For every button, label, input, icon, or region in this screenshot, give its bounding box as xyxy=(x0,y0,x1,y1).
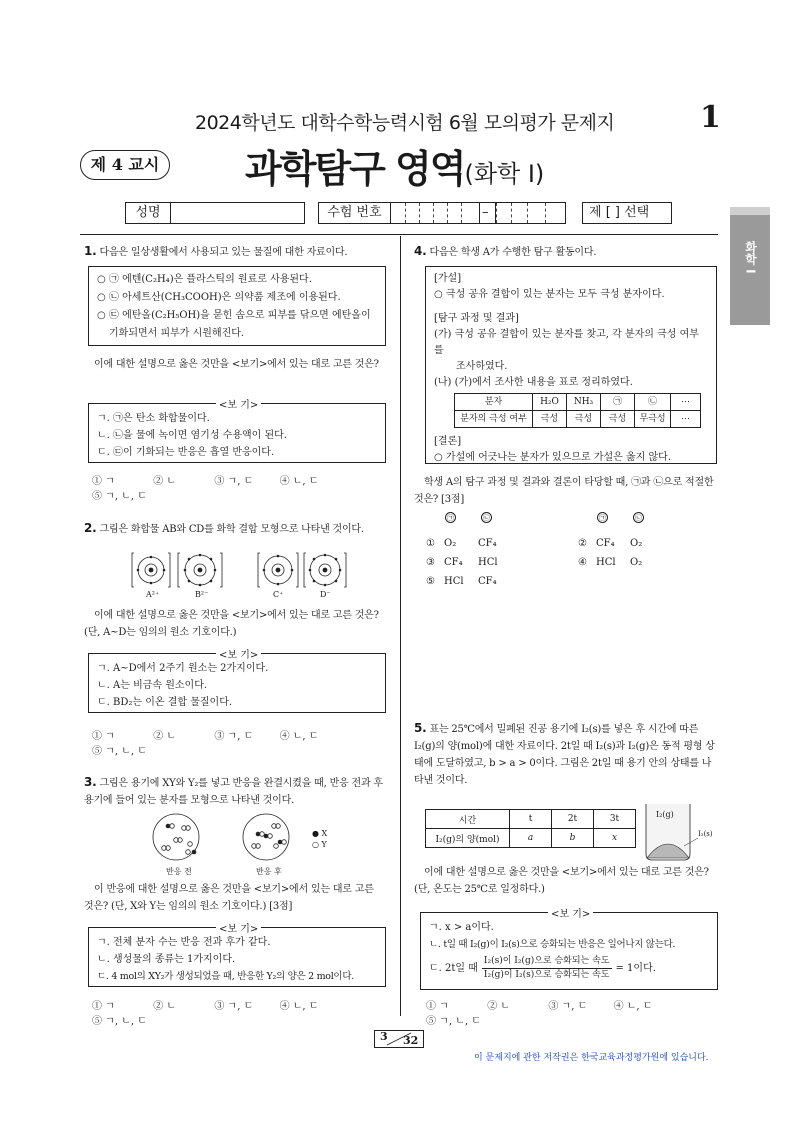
q5-bogi-item xyxy=(429,955,709,982)
opt-a: HCl xyxy=(596,557,616,568)
table-cell: ㉡ xyxy=(635,394,671,411)
q5-option[interactable]: ④ ㄴ, ㄷ xyxy=(613,1001,653,1012)
table-cell: 2t xyxy=(552,810,594,829)
page-current: 3 xyxy=(380,1030,388,1043)
q1-option[interactable]: ③ ㄱ, ㄷ xyxy=(214,476,254,487)
q4-proc-a2: 조사하였다. xyxy=(456,361,508,372)
q1-bogi-item: ㄴ. ㉡을 물에 녹이면 염기성 수용액이 된다. xyxy=(97,430,287,441)
q4-table xyxy=(454,393,701,428)
opt-a: HCl xyxy=(444,576,464,587)
q1-info-box xyxy=(88,266,386,346)
q5-question: 이에 대한 설명으로 옳은 것만을 <보기>에서 있는 대로 고른 것은? (단, 온도는 25℃로 일정하다.) xyxy=(414,867,709,895)
table-row xyxy=(426,810,636,829)
exam-digit-cell xyxy=(433,203,434,223)
q3-legend xyxy=(312,828,327,850)
exam-digit-cell xyxy=(495,203,497,223)
table-cell: ㉠ xyxy=(601,394,635,411)
opt-num: ④ xyxy=(578,557,587,568)
table-cell: 분자의 극성 여부 xyxy=(455,411,533,428)
exam-digit-cell xyxy=(405,203,406,223)
q3-legend-x: ● X xyxy=(312,829,328,838)
subject-sub: (화학 I) xyxy=(464,160,545,188)
subject-title xyxy=(245,138,544,193)
opt-b: CF₄ xyxy=(478,576,497,587)
table-cell: 극성 xyxy=(601,411,635,428)
q5-fraction xyxy=(482,955,612,982)
q1-item: ○ ㉡ 아세트산(CH₃COOH)은 의약품 제조에 이용된다. xyxy=(97,292,341,303)
q2-options xyxy=(92,727,392,757)
opt-a: CF₄ xyxy=(596,538,615,549)
name-label: 성명 xyxy=(126,203,171,223)
q5-bogi-box xyxy=(420,912,718,990)
q1-bogi-item: ㄱ. ㉠은 탄소 화합물이다. xyxy=(97,413,210,424)
q5-option[interactable]: ⑤ ㄱ, ㄴ, ㄷ xyxy=(426,1016,481,1027)
q5-bogi-item: ㄱ. x > a이다. xyxy=(429,922,494,933)
q3-bogi-box xyxy=(88,927,386,987)
q4-options-left xyxy=(426,534,498,591)
q2-label-c: C⁺ xyxy=(273,590,284,599)
q4-stem xyxy=(414,243,719,261)
q5-bogi-c-post: = 1이다. xyxy=(615,963,656,974)
q3-legend-y: ○ Y xyxy=(312,840,327,849)
opt-b: CF₄ xyxy=(478,538,497,549)
q4-stem-text: 다음은 학생 A가 수행한 탐구 활동이다. xyxy=(429,247,597,258)
q1-option[interactable]: ⑤ ㄱ, ㄴ, ㄷ xyxy=(92,491,147,502)
q1-number: 1. xyxy=(84,244,97,258)
q2-bogi-item: ㄷ. BD₂는 이온 결합 물질이다. xyxy=(97,697,233,708)
exam-digit-cell xyxy=(479,203,480,223)
table-cell: a xyxy=(510,829,552,848)
table-cell: H₂O xyxy=(533,394,567,411)
q3-option[interactable]: ④ ㄴ, ㄷ xyxy=(279,1001,319,1012)
q3-bogi-item: ㄷ. 4 mol의 XY₂가 생성되었을 때, 반응한 Y₂의 양은 2 mol이다. xyxy=(97,971,354,982)
table-cell: I₂(g)의 양(mol) xyxy=(426,829,510,848)
q4-col-b: ㉡ xyxy=(482,514,490,522)
q2-option[interactable]: ③ ㄱ, ㄷ xyxy=(214,731,254,742)
q3-option[interactable]: ③ ㄱ, ㄷ xyxy=(214,1001,254,1012)
q2-label-a: A²⁺ xyxy=(146,590,160,599)
opt-b: O₂ xyxy=(630,538,643,549)
exam-digit-cell xyxy=(511,203,512,223)
q5-stem xyxy=(414,720,718,789)
page-total: 32 xyxy=(403,1034,419,1047)
opt-num: ⑤ xyxy=(426,576,435,587)
period-badge: 제 4 교시 xyxy=(80,150,170,180)
q4-options-right xyxy=(578,534,642,572)
q1-stem-text: 다음은 일상생활에서 사용되고 있는 물질에 대한 자료이다. xyxy=(99,247,348,258)
q5-options xyxy=(426,997,726,1027)
table-cell: NH₃ xyxy=(567,394,601,411)
q2-label-d: D⁻ xyxy=(320,590,331,599)
q3-question: 이 반응에 대한 설명으로 옳은 것만을 <보기>에서 있는 대로 고른 것은? (단, X와 Y는 임의의 원소 기호이다.) [3점] xyxy=(84,884,374,912)
table-cell: t xyxy=(510,810,552,829)
exam-digit-cell xyxy=(461,203,462,223)
q4-col-a: ㉠ xyxy=(447,514,454,522)
table-row xyxy=(426,829,636,848)
q1-option[interactable]: ② ㄴ xyxy=(153,476,177,487)
q4-option[interactable] xyxy=(426,572,498,591)
q1-item: ○ ㉢ 에탄올(C₂H₅OH)을 묻힌 솜으로 피부를 닦으면 에탄올이 xyxy=(97,310,371,321)
q1-bogi-title: <보 기> xyxy=(216,396,261,411)
q4-col-head-right xyxy=(597,512,644,523)
q4-question: 학생 A의 탐구 과정 및 결과와 결론이 타당할 때, ㉠과 ㉡으로 적절한 것은? [3점] xyxy=(414,477,714,505)
q2-stem-text: 그림은 화합물 AB와 CD를 화학 결합 모형으로 나타낸 것이다. xyxy=(99,524,364,535)
q4-proc-a: (가) 극성 공유 결합이 있는 분자를 찾고, 각 분자의 극성 여부를 xyxy=(434,329,699,356)
q3-stem-text: 그림은 용기에 XY와 Y₂를 넣고 반응을 완결시켰을 때, 반응 전과 후 용기에 들어 있는 분자를 모형으로 나타낸 것이다. xyxy=(84,778,383,806)
q2-bogi-title: <보 기> xyxy=(216,646,261,661)
q5-option[interactable]: ③ ㄱ, ㄷ xyxy=(548,1001,588,1012)
q4-hyp-heading: [가설] xyxy=(434,273,462,284)
table-cell: 무극성 xyxy=(635,411,671,428)
q2-bogi-item: ㄴ. A는 비금속 원소이다. xyxy=(97,680,208,691)
q2-label-b: B²⁻ xyxy=(195,590,209,599)
q5-bogi-item: ㄴ. t일 때 I₂(g)이 I₂(s)으로 승화되는 반응은 일어나지 않는다. xyxy=(429,939,676,950)
subject-side-tab xyxy=(730,207,770,325)
opt-a: CF₄ xyxy=(444,557,463,568)
exam-number-label: 수험 번호 xyxy=(319,203,391,223)
q1-item: 기화되면서 피부가 시원해진다. xyxy=(109,328,245,339)
q3-option[interactable]: ⑤ ㄱ, ㄴ, ㄷ xyxy=(92,1016,147,1027)
q4-proc-b: (나) (가)에서 조사한 내용을 표로 정리하였다. xyxy=(434,377,633,388)
opt-b: O₂ xyxy=(630,557,643,568)
q2-option[interactable]: ② ㄴ xyxy=(153,731,177,742)
q1-bogi-item: ㄷ. ㉢이 기화되는 반응은 흡열 반응이다. xyxy=(97,447,275,458)
q4-proc-heading: [탐구 과정 및 결과] xyxy=(434,313,519,324)
table-row xyxy=(455,411,701,428)
q2-bogi-box xyxy=(88,653,386,713)
table-cell: 3t xyxy=(594,810,636,829)
table-cell: ⋯ xyxy=(671,394,701,411)
subject-main: 과학탐구 영역 xyxy=(245,147,465,191)
q5-stem-text: 표는 25℃에서 밀폐된 진공 용기에 I₂(s)를 넣은 후 시간에 따른 I₂(g)의 양(mol)에 대한 자료이다. 2t일 때 I₂(s)과 I₂(g)은 동적 평형 상태에 도달하였고, b > a > 0이다. 그림은 2t일 때 용기 안의 상태를 나타낸 것이다. xyxy=(414,724,715,786)
q4-col-a: ㉠ xyxy=(599,514,606,522)
q1-option[interactable]: ④ ㄴ, ㄷ xyxy=(279,476,319,487)
q5-fig-solid-label: I₂(s) xyxy=(698,830,713,838)
q3-option[interactable]: ① ㄱ xyxy=(92,1001,115,1012)
q3-bogi-item: ㄴ. 생성물의 종류는 1가지이다. xyxy=(97,954,236,965)
q5-option[interactable]: ① ㄱ xyxy=(426,1001,449,1012)
q4-option[interactable] xyxy=(578,553,642,572)
q5-table xyxy=(425,809,636,848)
q3-option[interactable]: ② ㄴ xyxy=(153,1001,177,1012)
opt-a: O₂ xyxy=(444,538,457,549)
copyright-notice: 이 문제지에 관한 저작권은 한국교육과정평가원에 있습니다. xyxy=(474,1053,709,1063)
q3-options xyxy=(92,997,392,1027)
q2-number: 2. xyxy=(84,521,97,535)
q4-col-b: ㉡ xyxy=(634,514,642,522)
column-divider xyxy=(400,236,401,1016)
q1-options xyxy=(92,472,392,502)
q4-option[interactable] xyxy=(426,534,498,553)
exam-digit-cell xyxy=(545,203,546,223)
table-cell: x xyxy=(594,829,636,848)
q3-before-label: 반응 전 xyxy=(166,867,192,876)
q2-stem xyxy=(84,520,389,538)
q1-bogi-box xyxy=(88,403,386,463)
q5-bogi-c-pre: ㄷ. 2t일 때 xyxy=(429,963,478,974)
q3-number: 3. xyxy=(84,775,97,789)
q2-option[interactable]: ① ㄱ xyxy=(92,731,115,742)
q4-concl-heading: [결론] xyxy=(434,436,462,447)
opt-num: ① xyxy=(426,538,435,549)
q1-option[interactable]: ① ㄱ xyxy=(92,476,115,487)
q3-bogi-title: <보 기> xyxy=(216,920,261,935)
opt-num: ③ xyxy=(426,557,435,568)
table-cell: 극성 xyxy=(533,411,567,428)
q2-option[interactable]: ⑤ ㄱ, ㄴ, ㄷ xyxy=(92,746,147,757)
page-number: 1 xyxy=(700,100,721,135)
q5-fig-gas-label: I₂(g) xyxy=(656,810,674,819)
q4-col-head-left xyxy=(445,512,492,523)
q2-question: 이에 대한 설명으로 옳은 것만을 <보기>에서 있는 대로 고른 것은? (단, A~D는 임의의 원소 기호이다.) xyxy=(84,610,379,638)
opt-b: HCl xyxy=(478,557,498,568)
exam-digit-cell xyxy=(419,203,420,223)
table-cell: ⋯ xyxy=(671,411,701,428)
q4-option[interactable] xyxy=(426,553,498,572)
q5-bogi-title: <보 기> xyxy=(548,905,593,920)
exam-number-field[interactable] xyxy=(318,202,566,224)
q2-option[interactable]: ④ ㄴ, ㄷ xyxy=(279,731,319,742)
q3-after-label: 반응 후 xyxy=(256,867,282,876)
exam-digit-cell xyxy=(447,203,448,223)
q5-option[interactable]: ② ㄴ xyxy=(487,1001,511,1012)
q1-question: 이에 대한 설명으로 옳은 것만을 <보기>에서 있는 대로 고른 것은? xyxy=(94,359,379,370)
table-cell: 극성 xyxy=(567,411,601,428)
q1-item: ○ ㉠ 에텐(C₂H₄)은 플라스틱의 원료로 사용된다. xyxy=(97,274,312,285)
table-cell: 분자 xyxy=(455,394,533,411)
q2-bogi-item: ㄱ. A~D에서 2주기 원소는 2가지이다. xyxy=(97,663,269,674)
q5-fraction-num: I₂(s)이 I₂(g)으로 승화되는 속도 xyxy=(482,955,612,969)
page-indicator xyxy=(374,1030,424,1048)
tab-strip xyxy=(730,207,770,215)
exam-digit-cell xyxy=(527,203,528,223)
q4-option[interactable] xyxy=(578,534,642,553)
q4-activity-box xyxy=(425,266,717,464)
choice-field[interactable]: 제 [ ] 선택 xyxy=(582,202,672,224)
q4-hypothesis: ○ 극성 공유 결합이 있는 분자는 모두 극성 분자이다. xyxy=(434,289,665,300)
exam-title: 2024학년도 대학수학능력시험 6월 모의평가 문제지 xyxy=(195,112,615,134)
q3-bogi-item: ㄱ. 전체 분자 수는 반응 전과 후가 같다. xyxy=(97,937,271,948)
table-cell: 시간 xyxy=(426,810,510,829)
name-field[interactable] xyxy=(125,202,305,224)
table-cell: b xyxy=(552,829,594,848)
q3-stem xyxy=(84,774,389,809)
table-row xyxy=(455,394,701,411)
q4-conclusion: ○ 가설에 어긋나는 분자가 있으므로 가설은 옳지 않다. xyxy=(434,452,672,463)
tab-label: 화학 I xyxy=(743,241,758,274)
q5-number: 5. xyxy=(414,721,427,735)
q4-number: 4. xyxy=(414,244,427,258)
header-divider xyxy=(80,234,718,235)
q5-fraction-den: I₂(g)이 I₂(s)으로 승화되는 속도 xyxy=(483,970,610,980)
q1-stem xyxy=(84,243,389,261)
exam-dash: – xyxy=(482,205,489,220)
opt-num: ② xyxy=(578,538,587,549)
